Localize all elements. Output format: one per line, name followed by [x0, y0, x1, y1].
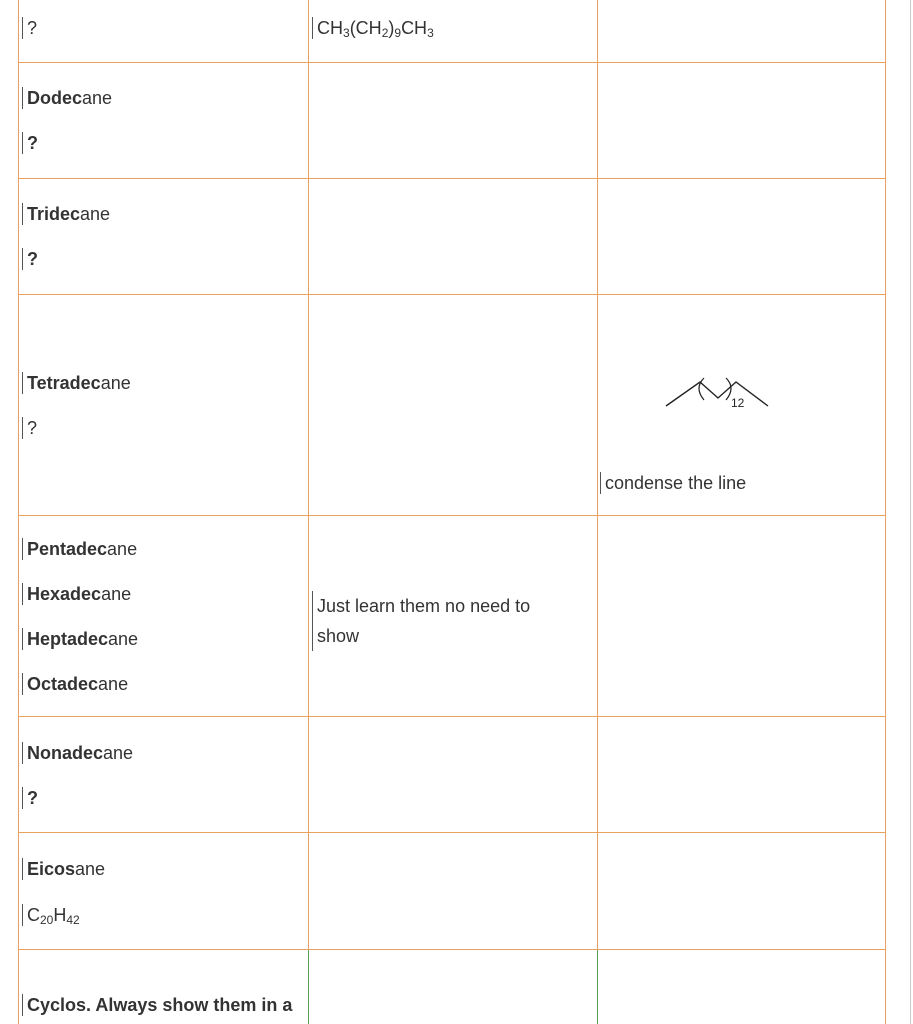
nonadecane-question: ? [22, 787, 38, 809]
grid-line [18, 294, 886, 295]
grid-line [18, 515, 886, 516]
grid-line [885, 0, 886, 1024]
scrollbar-edge [910, 0, 911, 1024]
grid-line [18, 178, 886, 179]
tetradecane-note: condense the line [600, 472, 746, 494]
tridecane-name: Tridecane [22, 203, 110, 225]
pentadecane-name: Pentadecane [22, 538, 137, 560]
row-undecane-question [22, 17, 37, 39]
hexadecane-name: Hexadecane [22, 583, 131, 605]
grid-line [597, 950, 598, 1024]
tridecane-question: ? [22, 248, 38, 270]
eicosane-formula: $C_{20}H_{42}$ [22, 904, 80, 926]
skeletal-structure-icon [660, 360, 775, 415]
repeat-count-label: 12 [731, 396, 745, 410]
nonadecane-name: Nonadecane [22, 742, 133, 764]
learn-note: Just learn them no need to show [312, 591, 587, 651]
question-mark: ? [27, 18, 38, 38]
dodecane-question: ? [22, 132, 38, 154]
heptadecane-name: Heptadecane [22, 628, 138, 650]
grid-line [18, 832, 886, 833]
grid-line [18, 62, 886, 63]
grid-line [18, 716, 886, 717]
grid-line [308, 950, 309, 1024]
dodecane-name: Dodecane [22, 87, 112, 109]
grid-line [597, 0, 598, 950]
grid-line [18, 0, 19, 1024]
grid-line [308, 0, 309, 950]
eicosane-name: Eicosane [22, 858, 105, 880]
octadecane-name: Octadecane [22, 673, 128, 695]
tetradecane-question: ? [22, 417, 37, 439]
undecane-formula: $CH_3(CH_2)_9CH_3$ [312, 17, 434, 39]
tetradecane-name: Tetradecane [22, 372, 131, 394]
grid-line [18, 949, 886, 950]
cyclos-text: Cyclos. Always show them in a [22, 994, 292, 1016]
